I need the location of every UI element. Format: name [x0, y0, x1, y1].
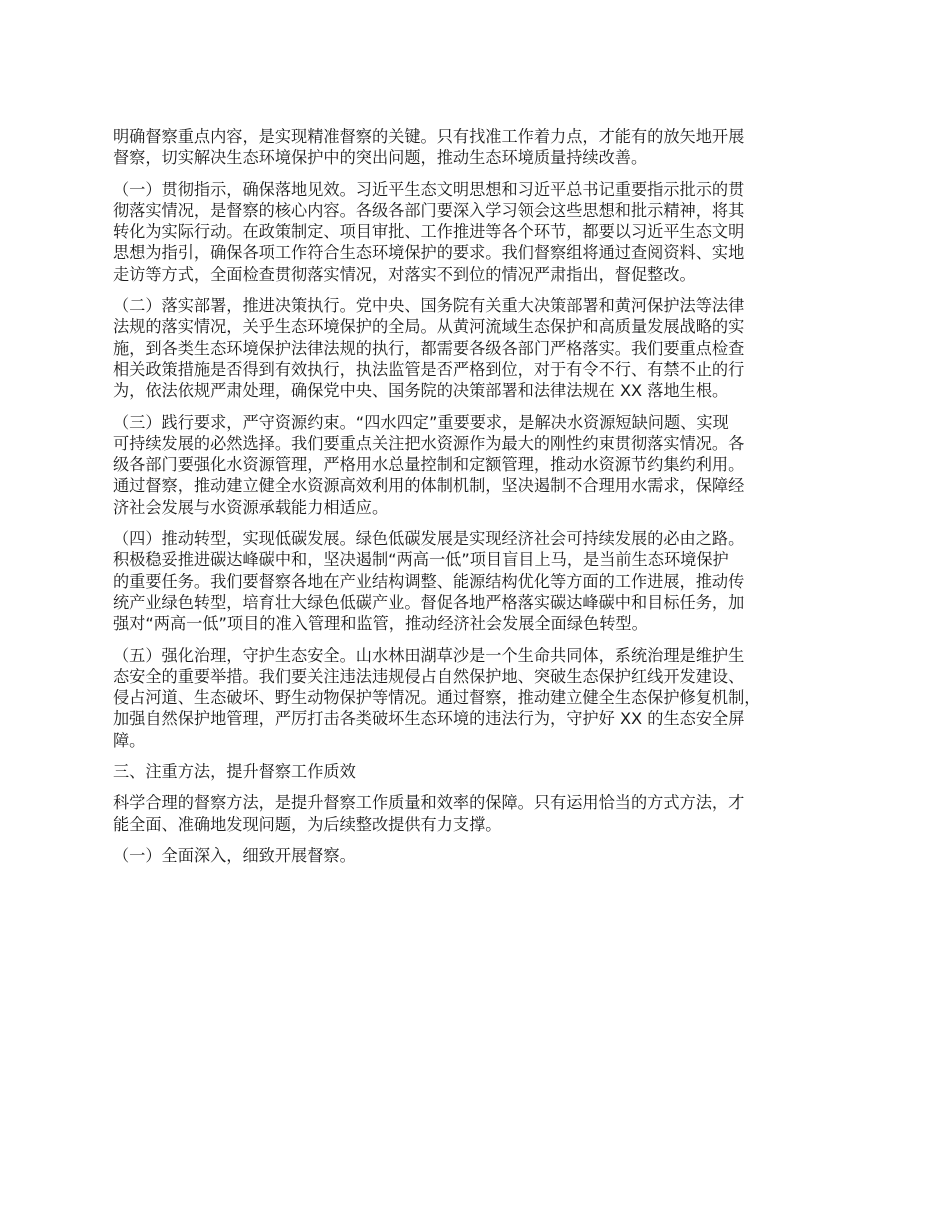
text-line: （三）践行要求，严守资源约束。“四水四定”重要要求，是解决水资源短缺问题、实现 — [113, 412, 729, 432]
text-line: 能全面、准确地发现问题，为后续整改提供有力支撑。 — [113, 814, 502, 834]
text-line: 法规的落实情况，关乎生态环境保护的全局。从黄河流域生态保护和高质量发展战略的实 — [113, 317, 745, 337]
text-line: 的重要任务。我们要督察各地在产业结构调整、能源结构优化等方面的工作进展，推动传 — [113, 571, 745, 591]
paragraph-intro — [113, 126, 858, 169]
text-line: 思想为指引，确保各项工作符合生态环境保护的要求。我们督察组将通过查阅资料、实地 — [113, 243, 745, 263]
text-line: 强对“两高一低”项目的准入管理和监管，推动经济社会发展全面绿色转型。 — [113, 614, 648, 634]
paragraph-section-4 — [113, 528, 858, 634]
paragraph-methods-intro — [113, 792, 858, 835]
text-line: 济社会发展与水资源承载能力相适应。 — [113, 497, 389, 517]
text-line: 相关政策措施是否得到有效执行，执法监管是否严格到位，对于有令不行、有禁不止的行 — [113, 359, 745, 379]
text-line: （二）落实部署，推进决策执行。党中央、国务院有关重大决策部署和黄河保护法等法律 — [113, 296, 745, 316]
paragraph-subheading — [113, 845, 858, 866]
text-line: 障。 — [113, 730, 146, 750]
section-heading — [113, 761, 858, 782]
text-line: 通过督察，推动建立健全水资源高效利用的体制机制，坚决遏制不合理用水需求，保障经 — [113, 476, 745, 496]
text-line: 明确督察重点内容，是实现精准督察的关键。只有找准工作着力点，才能有的放矢地开展 — [113, 127, 745, 146]
paragraph-section-5 — [113, 645, 858, 751]
heading-line: 三、注重方法，提升督察工作质效 — [113, 762, 356, 782]
text-line: 科学合理的督察方法，是提升督察工作质量和效率的保障。只有运用恰当的方式方法，才 — [113, 793, 745, 813]
text-line: 督察，切实解决生态环境保护中的突出问题，推动生态环境质量持续改善。 — [113, 148, 648, 168]
text-line: 为，依法依规严肃处理，确保党中央、国务院的决策部署和法律法规在 XX 落地生根。 — [113, 381, 729, 401]
text-line: 走访等方式，全面检查贯彻落实情况，对落实不到位的情况严肃指出，督促整改。 — [113, 264, 696, 284]
text-line: 统产业绿色转型，培育壮大绿色低碳产业。督促各地严格落实碳达峰碳中和目标任务，加 — [113, 592, 745, 612]
text-line: 施，到各类生态环境保护法律法规的执行，都需要各级各部门严格落实。我们要重点检查 — [113, 338, 745, 358]
text-line: （一）全面深入，细致开展督察。 — [113, 845, 356, 865]
text-line: （一）贯彻指示，确保落地见效。习近平生态文明思想和习近平总书记重要指示批示的贯 — [113, 179, 745, 199]
document-body — [113, 126, 858, 876]
text-line: 态安全的重要举措。我们要关注违法违规侵占自然保护地、突破生态保护红线开发建设、 — [113, 666, 745, 686]
text-line: 加强自然保护地管理，严厉打击各类破坏生态环境的违法行为，守护好 XX 的生态安全屏 — [113, 709, 745, 729]
text-line: 彻落实情况，是督察的核心内容。各级各部门要深入学习领会这些思想和批示精神，将其 — [113, 200, 745, 220]
paragraph-section-1 — [113, 179, 858, 285]
paragraph-section-2 — [113, 295, 858, 401]
paragraph-section-3 — [113, 412, 858, 518]
text-line: 级各部门要强化水资源管理，严格用水总量控制和定额管理，推动水资源节约集约利用。 — [113, 455, 745, 475]
text-line: （四）推动转型，实现低碳发展。绿色低碳发展是实现经济社会可持续发展的必由之路。 — [113, 529, 745, 549]
text-line: 可持续发展的必然选择。我们要重点关注把水资源作为最大的刚性约束贯彻落实情况。各 — [113, 433, 745, 453]
text-line: （五）强化治理，守护生态安全。山水林田湖草沙是一个生命共同体，系统治理是维护生 — [113, 645, 745, 665]
text-line: 积极稳妥推进碳达峰碳中和，坚决遏制“两高一低”项目盲目上马，是当前生态环境保护 — [113, 550, 729, 570]
text-line: 转化为实际行动。在政策制定、项目审批、工作推进等各个环节，都要以习近平生态文明 — [113, 222, 745, 242]
text-line: 侵占河道、生态破坏、野生动物保护等情况。通过督察，推动建立健全生态保护修复机制， — [113, 688, 761, 708]
